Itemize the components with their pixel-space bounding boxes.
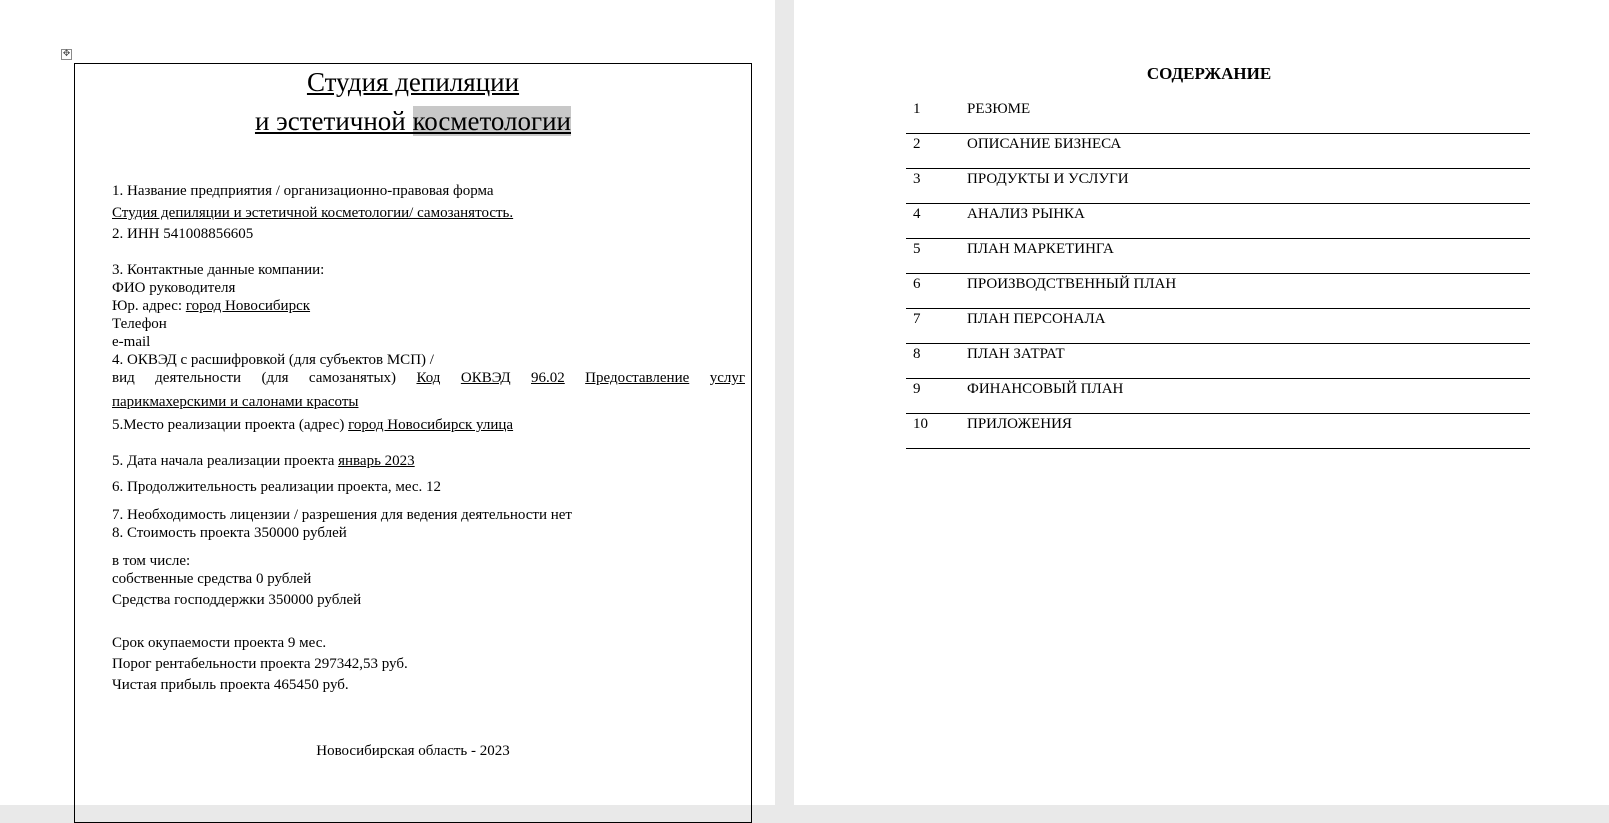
duration-line: 6. Продолжительность реализации проекта, мес. 12	[112, 479, 442, 495]
toc-row[interactable]: 10 ПРИЛОЖЕНИЯ	[906, 414, 1530, 449]
toc-row[interactable]: 6 ПРОИЗВОДСТВЕННЫЙ ПЛАН	[906, 274, 1530, 309]
payback-line: Срок окупаемости проекта 9 мес.	[112, 635, 327, 651]
toc-row[interactable]: 7 ПЛАН ПЕРСОНАЛА	[906, 309, 1530, 344]
title-page-table-frame	[74, 63, 752, 823]
toc-heading: СОДЕРЖАНИЕ	[1146, 64, 1272, 83]
toc-row[interactable]: 2 ОПИСАНИЕ БИЗНЕСА	[906, 134, 1530, 169]
document-title-line-1: Студия депиляции	[306, 67, 520, 97]
toc-row[interactable]: 9 ФИНАНСОВЫЙ ПЛАН	[906, 379, 1530, 414]
net-profit-line: Чистая прибыль проекта 465450 руб.	[112, 677, 349, 693]
place-line: 5.Место реализации проекта (адрес) город Новосибирск улица	[112, 417, 514, 433]
item1-value: Студия депиляции и эстетичной косметологии/ самозанятость.	[112, 205, 514, 221]
gov-funds-line: Средства господдержки 350000 рублей	[112, 592, 362, 608]
toc-row[interactable]: 4 АНАЛИЗ РЫНКА	[906, 204, 1530, 239]
item4-label: 4. ОКВЭД с расшифровкой (для субъектов МСП) /	[112, 352, 434, 368]
footer-region-year: Новосибирская область - 2023	[316, 743, 510, 759]
document-title-line-2: и эстетичной косметологии	[254, 106, 572, 136]
breakeven-line: Порог рентабельности проекта 297342,53 руб.	[112, 656, 408, 672]
selected-word-highlight[interactable]: косметологии	[412, 106, 572, 136]
license-line: 7. Необходимость лицензии / разрешения для ведения деятельности нет	[112, 507, 572, 523]
address-line: Юр. адрес: город Новосибирск	[112, 298, 311, 314]
item3-label: 3. Контактные данные компании:	[112, 262, 325, 278]
phone-label: Телефон	[112, 316, 167, 332]
start-date-line: 5. Дата начала реализации проекта январь 2023	[112, 453, 415, 469]
cost-line: 8. Стоимость проекта 350000 рублей	[112, 525, 347, 541]
email-label: e-mail	[112, 334, 151, 350]
item2-inn: 2. ИНН 541008856605	[112, 226, 254, 242]
own-funds-line: собственные средства 0 рублей	[112, 571, 312, 587]
table-move-handle-icon[interactable]: ✥	[62, 49, 71, 59]
fio-label: ФИО руководителя	[112, 280, 236, 296]
okved-continuation: парикмахерскими и салонами красоты	[112, 394, 359, 410]
toc-row[interactable]: 5 ПЛАН МАРКЕТИНГА	[906, 239, 1530, 274]
activity-okved-line: вид деятельности (для самозанятых) Код ОКВЭД 96.02 Предоставление услуг	[112, 370, 745, 386]
toc-row[interactable]: 3 ПРОДУКТЫ И УСЛУГИ	[906, 169, 1530, 204]
toc-row[interactable]: 8 ПЛАН ЗАТРАТ	[906, 344, 1530, 379]
including-label: в том числе:	[112, 553, 191, 569]
toc-row[interactable]: 1 РЕЗЮМЕ	[906, 99, 1530, 134]
item1-label: 1. Название предприятия / организационно-правовая форма	[112, 183, 494, 199]
